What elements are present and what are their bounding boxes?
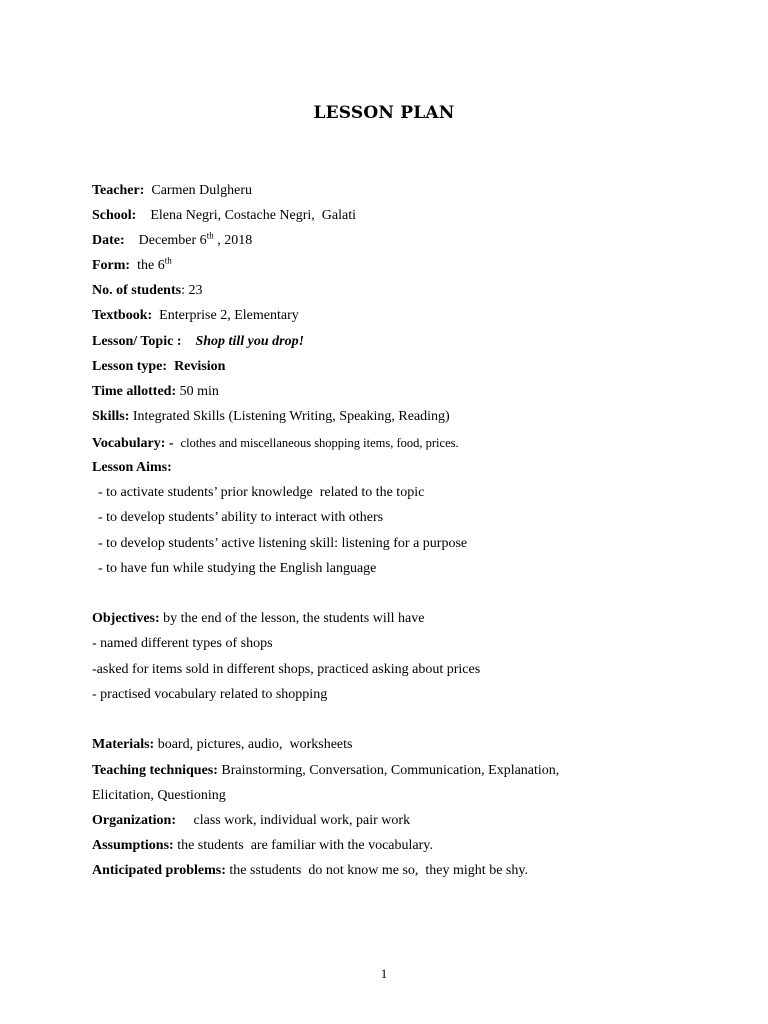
- organization-label: Organization:: [92, 813, 176, 828]
- date-suffix: , 2018: [213, 233, 253, 248]
- school-label: School:: [92, 208, 137, 223]
- page-number: 1: [380, 966, 388, 981]
- problems-value: the sstudents do not know me so, they might be shy.: [229, 863, 528, 878]
- topic-line: [92, 333, 304, 351]
- vocabulary-value: clothes and miscellaneous shopping items, food, prices.: [180, 436, 459, 450]
- vocabulary-line: [92, 434, 459, 453]
- objective-item: - practised vocabulary related to shopping: [92, 687, 328, 702]
- objective-item: -asked for items sold in different shops, practiced asking about prices: [92, 662, 481, 677]
- teacher-value: Carmen Dulgheru: [151, 183, 253, 198]
- materials-line: [92, 736, 353, 754]
- objectives-line: [92, 610, 424, 628]
- skills-label: Skills:: [92, 409, 130, 424]
- objective-item: - named different types of shops: [92, 636, 273, 651]
- aim-item: - to have fun while studying the English language: [98, 561, 377, 576]
- objectives-label: Objectives:: [92, 611, 160, 626]
- time-label: Time allotted:: [92, 384, 177, 399]
- date-prefix: December 6: [138, 233, 207, 248]
- techniques-label: Teaching techniques:: [92, 763, 218, 778]
- assumptions-value: the students are familiar with the vocabulary.: [177, 838, 433, 853]
- students-label: No. of students: [92, 283, 182, 298]
- date-label: Date:: [92, 233, 125, 248]
- lesson-type-label: Lesson type:: [92, 359, 168, 374]
- objectives-value: by the end of the lesson, the students will have: [163, 611, 425, 626]
- form-prefix: the 6: [137, 258, 165, 273]
- page-title: LESSON PLAN: [313, 103, 455, 123]
- form-sup: th: [164, 255, 172, 266]
- textbook-line: [92, 307, 299, 325]
- students-line: [92, 282, 202, 300]
- organization-value: class work, individual work, pair work: [193, 813, 411, 828]
- materials-value: board, pictures, audio, worksheets: [157, 737, 353, 752]
- school-value: Elena Negri, Costache Negri, Galati: [150, 208, 356, 223]
- school-line: [92, 207, 356, 225]
- problems-line: [92, 862, 528, 880]
- lesson-type-line: [92, 358, 225, 376]
- techniques-line-2: Elicitation, Questioning: [92, 788, 226, 803]
- aim-item: - to develop students’ active listening skill: listening for a purpose: [98, 536, 468, 551]
- time-line: [92, 383, 219, 401]
- textbook-label: Textbook:: [92, 308, 153, 323]
- aim-item: - to develop students’ ability to interact with others: [98, 510, 384, 525]
- time-value: 50 min: [179, 384, 219, 399]
- teacher-label: Teacher:: [92, 183, 145, 198]
- organization-line: [92, 812, 410, 830]
- materials-label: Materials:: [92, 737, 155, 752]
- topic-label: Lesson/ Topic :: [92, 334, 182, 349]
- aim-item: - to activate students’ prior knowledge related to the topic: [98, 485, 425, 500]
- aims-label: Lesson Aims:: [92, 460, 172, 475]
- form-line: [92, 257, 172, 275]
- teacher-line: [92, 182, 252, 200]
- topic-value: Shop till you drop!: [195, 334, 305, 349]
- students-value: : 23: [181, 283, 203, 298]
- problems-label: Anticipated problems:: [92, 863, 226, 878]
- textbook-value: Enterprise 2, Elementary: [159, 308, 299, 323]
- techniques-line: [92, 762, 559, 780]
- assumptions-line: [92, 837, 433, 855]
- skills-value: Integrated Skills (Listening Writing, Speaking, Reading): [132, 409, 450, 424]
- lesson-type-value: Revision: [174, 359, 226, 374]
- date-sup: th: [206, 230, 214, 241]
- form-label: Form:: [92, 258, 131, 273]
- vocabulary-label: Vocabulary: -: [92, 436, 174, 451]
- techniques-value: Brainstorming, Conversation, Communication, Explanation,: [221, 763, 560, 778]
- assumptions-label: Assumptions:: [92, 838, 174, 853]
- date-line: [92, 232, 252, 250]
- skills-line: [92, 408, 450, 426]
